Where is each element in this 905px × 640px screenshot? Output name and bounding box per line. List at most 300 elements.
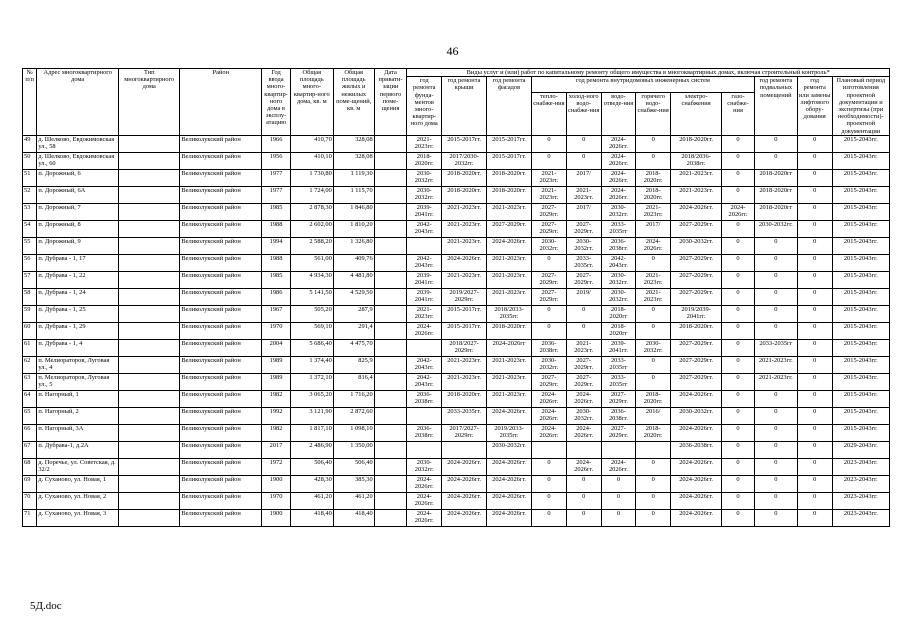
- cell-hot-water: 2030-2032гг.: [636, 339, 671, 356]
- cell-gas: 0: [722, 509, 755, 526]
- cell-privatization-date: [374, 305, 407, 322]
- cell-foundation: 2018-2020гг.: [407, 152, 442, 169]
- cell-gas: 0: [722, 152, 755, 169]
- cell-electric: 2030-2032гг.: [671, 407, 722, 424]
- cell-cold-water: 0: [566, 135, 601, 152]
- cell-total-area: 3 065,20: [290, 390, 333, 407]
- cell-planned-period: 2015-2043гг.: [832, 356, 889, 373]
- cell-cold-water: 2017/: [566, 169, 601, 186]
- cell-elevator: 0: [797, 288, 832, 305]
- cell-address: п. Дорожный, 8: [37, 220, 119, 237]
- cell-house-type: [119, 407, 180, 424]
- table-header: [23, 69, 890, 136]
- cell-house-type: [119, 373, 180, 390]
- cell-heat: 0: [532, 509, 567, 526]
- cell-gas: 0: [722, 339, 755, 356]
- cell-district: Великолукский район: [180, 152, 262, 169]
- cell-house-type: [119, 203, 180, 220]
- cell-house-type: [119, 492, 180, 509]
- cell-num: 58: [23, 288, 37, 305]
- cell-total-area: 4 934,30: [290, 271, 333, 288]
- cell-sewer: 2024-2026гг.: [601, 186, 636, 203]
- cell-hot-water: 2018-2020гг.: [636, 169, 671, 186]
- cell-electric: 2018/2036-2038гг.: [671, 152, 722, 169]
- cell-total-area: 2 602,00: [290, 220, 333, 237]
- cell-elevator: 0: [797, 322, 832, 339]
- cell-living-area: 461,20: [333, 492, 374, 509]
- cell-planned-period: 2023-2043гг.: [832, 492, 889, 509]
- cell-hot-water: 2018-2020гг.: [636, 424, 671, 441]
- cell-num: 50: [23, 152, 37, 169]
- cell-basement: 0: [754, 390, 797, 407]
- cell-house-type: [119, 254, 180, 271]
- cell-foundation: 2024-2026гг.: [407, 322, 442, 339]
- cell-basement: 0: [754, 407, 797, 424]
- cell-foundation: 2036-2038гг.: [407, 424, 442, 441]
- cell-elevator: 0: [797, 220, 832, 237]
- cell-basement: 2018-2020гг: [754, 203, 797, 220]
- cell-district: Великолукский район: [180, 220, 262, 237]
- cell-district: Великолукский район: [180, 390, 262, 407]
- cell-district: Великолукский район: [180, 424, 262, 441]
- cell-total-area: 1 374,40: [290, 356, 333, 373]
- cell-cold-water: 2030-2032гг.: [566, 407, 601, 424]
- header-house-type: Тип многоквартирного дома: [119, 69, 180, 136]
- cell-year: 1977: [262, 186, 291, 203]
- cell-electric: 2036-2038гг.: [671, 441, 722, 458]
- cell-hot-water: 2018-2020гг.: [636, 186, 671, 203]
- cell-total-area: 1 730,80: [290, 169, 333, 186]
- cell-year: 1992: [262, 407, 291, 424]
- cell-basement: 0: [754, 152, 797, 169]
- cell-heat: 0: [532, 152, 567, 169]
- cell-electric: 2021-2023гг.: [671, 169, 722, 186]
- cell-facade: 2024-2026гг.: [487, 475, 532, 492]
- cell-foundation: [407, 441, 442, 458]
- header-gas: газо-снабже-ния: [722, 92, 755, 135]
- cell-total-area: 2 878,30: [290, 203, 333, 220]
- cell-electric: 2024-2026гг.: [671, 203, 722, 220]
- cell-district: Великолукский район: [180, 407, 262, 424]
- cell-elevator: 0: [797, 509, 832, 526]
- cell-address: п. Дорожный, 6А: [37, 186, 119, 203]
- cell-planned-period: 2015-2043гг.: [832, 373, 889, 390]
- cell-heat: 0: [532, 254, 567, 271]
- cell-elevator: 0: [797, 203, 832, 220]
- cell-privatization-date: [374, 373, 407, 390]
- cell-facade: 2015-2017гг.: [487, 152, 532, 169]
- cell-hot-water: 2024-2026гг.: [636, 237, 671, 254]
- cell-num: 59: [23, 305, 37, 322]
- cell-cold-water: [566, 441, 601, 458]
- cell-living-area: 4 481,80: [333, 271, 374, 288]
- cell-address: п. Мелиораторов, Луговая ул., 4: [37, 356, 119, 373]
- table-row: [23, 186, 890, 203]
- cell-year: 1967: [262, 305, 291, 322]
- cell-heat: 2024-2026гг.: [532, 407, 567, 424]
- cell-foundation: 2021-2023гг.: [407, 135, 442, 152]
- cell-district: Великолукский район: [180, 169, 262, 186]
- cell-electric: 2030-2032гг.: [671, 237, 722, 254]
- cell-electric: 2024-2026гг.: [671, 475, 722, 492]
- cell-num: 63: [23, 373, 37, 390]
- cell-hot-water: 0: [636, 135, 671, 152]
- cell-year: 1977: [262, 169, 291, 186]
- cell-elevator: 0: [797, 169, 832, 186]
- cell-living-area: 1 098,10: [333, 424, 374, 441]
- cell-roof: 2015-2017гг.: [442, 135, 487, 152]
- cell-living-area: 506,40: [333, 458, 374, 475]
- cell-address: п. Дорожный, 9: [37, 237, 119, 254]
- cell-hot-water: 0: [636, 458, 671, 475]
- cell-privatization-date: [374, 407, 407, 424]
- cell-hot-water: 0: [636, 322, 671, 339]
- cell-facade: 2021-2023гг.: [487, 254, 532, 271]
- cell-living-area: 328,08: [333, 135, 374, 152]
- cell-heat: 2027-2029гг.: [532, 373, 567, 390]
- cell-living-area: 1 115,70: [333, 186, 374, 203]
- cell-hot-water: 0: [636, 475, 671, 492]
- cell-year: 2017: [262, 441, 291, 458]
- cell-gas: 0: [722, 424, 755, 441]
- cell-facade: 2018-2020гг.: [487, 169, 532, 186]
- cell-roof: 2018-2020гг.: [442, 186, 487, 203]
- table-row: [23, 458, 890, 475]
- cell-total-area: 410,70: [290, 135, 333, 152]
- cell-living-area: 4 529,50: [333, 288, 374, 305]
- cell-heat: 0: [532, 135, 567, 152]
- cell-living-area: 825,9: [333, 356, 374, 373]
- cell-cold-water: 0: [566, 509, 601, 526]
- cell-num: 52: [23, 186, 37, 203]
- cell-electric: 2027-2029гг.: [671, 356, 722, 373]
- cell-living-area: 1 810,20: [333, 220, 374, 237]
- cell-roof: 2021-2023гг.: [442, 220, 487, 237]
- cell-district: Великолукский район: [180, 441, 262, 458]
- cell-num: 53: [23, 203, 37, 220]
- cell-heat: 2024-2026гг.: [532, 424, 567, 441]
- cell-privatization-date: [374, 186, 407, 203]
- cell-elevator: 0: [797, 492, 832, 509]
- cell-heat: 0: [532, 475, 567, 492]
- cell-total-area: 428,30: [290, 475, 333, 492]
- cell-living-area: 1 846,80: [333, 203, 374, 220]
- cell-foundation: 2024-2026гг.: [407, 509, 442, 526]
- cell-cold-water: 0: [566, 492, 601, 509]
- cell-house-type: [119, 339, 180, 356]
- cell-hot-water: 0: [636, 152, 671, 169]
- cell-hot-water: 2016/: [636, 407, 671, 424]
- cell-year: 1988: [262, 254, 291, 271]
- cell-total-area: 569,10: [290, 322, 333, 339]
- cell-roof: 2015-2017гг.: [442, 322, 487, 339]
- cell-basement: 0: [754, 492, 797, 509]
- cell-planned-period: 2015-2043гг.: [832, 339, 889, 356]
- cell-num: 61: [23, 339, 37, 356]
- cell-gas: 0: [722, 373, 755, 390]
- table-body: [23, 135, 890, 526]
- cell-gas: 0: [722, 254, 755, 271]
- cell-privatization-date: [374, 441, 407, 458]
- cell-elevator: 0: [797, 441, 832, 458]
- cell-planned-period: 2015-2043гг.: [832, 203, 889, 220]
- cell-district: Великолукский район: [180, 254, 262, 271]
- header-basement: год ремонта подвальных помещений: [754, 77, 797, 136]
- cell-planned-period: 2015-2043гг.: [832, 407, 889, 424]
- cell-num: 64: [23, 390, 37, 407]
- cell-basement: 0: [754, 441, 797, 458]
- cell-gas: 0: [722, 356, 755, 373]
- cell-house-type: [119, 220, 180, 237]
- cell-cold-water: 2024-2026гг.: [566, 424, 601, 441]
- cell-num: 69: [23, 475, 37, 492]
- cell-basement: 0: [754, 322, 797, 339]
- cell-num: 66: [23, 424, 37, 441]
- table-row: [23, 305, 890, 322]
- cell-roof: 2024-2026гг.: [442, 475, 487, 492]
- cell-facade: 2030-2032гг.: [487, 441, 532, 458]
- page-number: 46: [446, 44, 459, 58]
- cell-living-area: 1 326,80: [333, 237, 374, 254]
- cell-privatization-date: [374, 254, 407, 271]
- header-address: Адрес многоквартирного дома: [37, 69, 119, 136]
- cell-sewer: 2042-2043гг.: [601, 254, 636, 271]
- table-row: [23, 339, 890, 356]
- cell-foundation: 2036-2038гг.: [407, 390, 442, 407]
- cell-gas: 0: [722, 237, 755, 254]
- cell-num: 62: [23, 356, 37, 373]
- cell-electric: 2027-2029гг.: [671, 271, 722, 288]
- cell-privatization-date: [374, 509, 407, 526]
- cell-cold-water: 0: [566, 322, 601, 339]
- cell-electric: 2024-2026гг.: [671, 509, 722, 526]
- cell-sewer: [601, 441, 636, 458]
- cell-planned-period: 2029-2043гг.: [832, 441, 889, 458]
- cell-cold-water: 2019/: [566, 288, 601, 305]
- table-row: [23, 373, 890, 390]
- header-hot-water: горячего водо-снабже-ния: [636, 92, 671, 135]
- cell-gas: 2024-2026гг.: [722, 203, 755, 220]
- cell-total-area: 410,10: [290, 152, 333, 169]
- cell-planned-period: 2015-2043гг.: [832, 254, 889, 271]
- cell-heat: 0: [532, 458, 567, 475]
- table-row: [23, 135, 890, 152]
- table-row: [23, 390, 890, 407]
- cell-total-area: 2 588,20: [290, 237, 333, 254]
- cell-address: п. Дубрава - 1, 29: [37, 322, 119, 339]
- cell-heat: 2021-2023гг.: [532, 186, 567, 203]
- header-planned-period: Плановый период изготовления проектной документации и экспертизы (при необходимости)- проектной документации: [832, 77, 889, 136]
- cell-gas: 0: [722, 305, 755, 322]
- cell-gas: 0: [722, 288, 755, 305]
- cell-sewer: 2030-2032гг.: [601, 271, 636, 288]
- cell-foundation: 2030-2032гг.: [407, 169, 442, 186]
- cell-basement: 0: [754, 237, 797, 254]
- cell-planned-period: 2015-2043гг.: [832, 424, 889, 441]
- cell-privatization-date: [374, 339, 407, 356]
- cell-heat: 2036-2038гг.: [532, 339, 567, 356]
- cell-electric: 2018-2020гг.: [671, 322, 722, 339]
- cell-hot-water: 2021-2023гг.: [636, 288, 671, 305]
- cell-foundation: 2042-2043гг.: [407, 373, 442, 390]
- cell-hot-water: 0: [636, 254, 671, 271]
- cell-elevator: 0: [797, 356, 832, 373]
- cell-gas: 0: [722, 441, 755, 458]
- cell-basement: 2018-2020гг: [754, 186, 797, 203]
- cell-foundation: [407, 339, 442, 356]
- cell-living-area: 409,76: [333, 254, 374, 271]
- cell-facade: 2018-2020гг.: [487, 322, 532, 339]
- cell-address: п. Дубрава-1, д.2А: [37, 441, 119, 458]
- cell-privatization-date: [374, 135, 407, 152]
- cell-year: 1900: [262, 509, 291, 526]
- cell-facade: 2024-2026гг.: [487, 407, 532, 424]
- cell-num: 65: [23, 407, 37, 424]
- cell-address: п. Дубрава - 1, 4: [37, 339, 119, 356]
- cell-basement: 2033-2035гг: [754, 339, 797, 356]
- cell-hot-water: 0: [636, 509, 671, 526]
- cell-year: 1900: [262, 475, 291, 492]
- table-row: [23, 407, 890, 424]
- cell-sewer: 2030-2032гг.: [601, 288, 636, 305]
- cell-basement: 0: [754, 475, 797, 492]
- cell-roof: 2024-2026гг.: [442, 492, 487, 509]
- cell-sewer: 2018-2020гг: [601, 322, 636, 339]
- cell-cold-water: 0: [566, 152, 601, 169]
- cell-year: 1966: [262, 135, 291, 152]
- table-row: [23, 237, 890, 254]
- table-row: [23, 509, 890, 526]
- cell-elevator: 0: [797, 424, 832, 441]
- cell-electric: 2024-2026гг.: [671, 424, 722, 441]
- table-row: [23, 152, 890, 169]
- cell-living-area: 1 716,20: [333, 390, 374, 407]
- cell-total-area: 506,40: [290, 458, 333, 475]
- cell-district: Великолукский район: [180, 186, 262, 203]
- cell-cold-water: 2024-2026гг.: [566, 458, 601, 475]
- header-sewer: водо-отведе-ния: [601, 92, 636, 135]
- cell-planned-period: 2023-2043гг.: [832, 458, 889, 475]
- cell-foundation: 2021-2023гг.: [407, 305, 442, 322]
- cell-num: 51: [23, 169, 37, 186]
- cell-facade: 2018-2020гг.: [487, 186, 532, 203]
- table-row: [23, 288, 890, 305]
- cell-living-area: 2 872,60: [333, 407, 374, 424]
- cell-facade: 2024-2026гг: [487, 339, 532, 356]
- cell-heat: 2030-2032гг.: [532, 356, 567, 373]
- cell-address: п. Мелиораторов, Луговая ул., 5: [37, 373, 119, 390]
- cell-cold-water: 2027-2029гг.: [566, 271, 601, 288]
- cell-total-area: 1 372,10: [290, 373, 333, 390]
- cell-foundation: 2024-2026гг.: [407, 492, 442, 509]
- cell-sewer: 2027-2029гг.: [601, 390, 636, 407]
- cell-address: д. Суханово, ул. Новая, 3: [37, 509, 119, 526]
- cell-facade: 2021-2023гг.: [487, 356, 532, 373]
- cell-roof: 2015-2017гг.: [442, 305, 487, 322]
- cell-house-type: [119, 509, 180, 526]
- cell-facade: 2015-2017гг.: [487, 135, 532, 152]
- cell-total-area: 505,20: [290, 305, 333, 322]
- cell-total-area: 561,00: [290, 254, 333, 271]
- cell-planned-period: 2015-2043гг.: [832, 288, 889, 305]
- cell-address: д. Шелково, Евдокимовская ул., 58: [37, 135, 119, 152]
- cell-cold-water: 2030-2032гг.: [566, 237, 601, 254]
- cell-electric: 2019/2039-2041гг.: [671, 305, 722, 322]
- cell-heat: 0: [532, 492, 567, 509]
- cell-facade: 2021-2023гг.: [487, 271, 532, 288]
- cell-total-area: 3 121,90: [290, 407, 333, 424]
- cell-roof: 2021-2023гг.: [442, 356, 487, 373]
- cell-foundation: 2042-2043гг.: [407, 220, 442, 237]
- cell-basement: 0: [754, 271, 797, 288]
- cell-elevator: 0: [797, 305, 832, 322]
- cell-roof: [442, 441, 487, 458]
- cell-house-type: [119, 169, 180, 186]
- cell-num: 54: [23, 220, 37, 237]
- cell-house-type: [119, 271, 180, 288]
- cell-gas: 0: [722, 220, 755, 237]
- header-electric: электро-снабжения: [671, 92, 722, 135]
- cell-privatization-date: [374, 492, 407, 509]
- cell-house-type: [119, 322, 180, 339]
- cell-foundation: [407, 237, 442, 254]
- cell-privatization-date: [374, 220, 407, 237]
- header-utilities-group: год ремонта внутридомовых инженерных систем: [532, 77, 755, 93]
- cell-elevator: 0: [797, 339, 832, 356]
- table-row: [23, 322, 890, 339]
- cell-gas: 0: [722, 390, 755, 407]
- cell-year: 1994: [262, 237, 291, 254]
- cell-roof: 2021-2023гг.: [442, 203, 487, 220]
- cell-district: Великолукский район: [180, 475, 262, 492]
- cell-facade: 2021-2023гг.: [487, 390, 532, 407]
- cell-address: д. Шелково, Евдокимовская ул., 60: [37, 152, 119, 169]
- cell-foundation: 2030-2032гг.: [407, 186, 442, 203]
- cell-roof: 2017/2030-2032гг.: [442, 152, 487, 169]
- cell-num: 67: [23, 441, 37, 458]
- cell-total-area: 2 486,90: [290, 441, 333, 458]
- cell-total-area: 1 817,10: [290, 424, 333, 441]
- cell-elevator: 0: [797, 237, 832, 254]
- cell-total-area: 1 724,00: [290, 186, 333, 203]
- cell-sewer: 2036-2038гг.: [601, 237, 636, 254]
- cell-year: 1982: [262, 424, 291, 441]
- cell-address: п. Дубрава - 1, 17: [37, 254, 119, 271]
- cell-privatization-date: [374, 152, 407, 169]
- footer-filename: 5Д.doc: [30, 600, 62, 612]
- cell-gas: 0: [722, 135, 755, 152]
- cell-sewer: 2030-2032гг.: [601, 203, 636, 220]
- cell-roof: 2021-2023гг.: [442, 271, 487, 288]
- cell-address: п. Дорожный, 7: [37, 203, 119, 220]
- cell-cold-water: 0: [566, 475, 601, 492]
- header-living-area: Общая площадь жилых и нежилых поме-щений, кв. м: [333, 69, 374, 136]
- cell-living-area: 328,08: [333, 152, 374, 169]
- cell-basement: 0: [754, 424, 797, 441]
- cell-district: Великолукский район: [180, 271, 262, 288]
- cell-electric: 2027-2029гг.: [671, 254, 722, 271]
- cell-year: 1989: [262, 373, 291, 390]
- cell-cold-water: 2027-2029гг.: [566, 220, 601, 237]
- cell-district: Великолукский район: [180, 305, 262, 322]
- cell-gas: 0: [722, 271, 755, 288]
- cell-heat: 2027-2029гг.: [532, 203, 567, 220]
- cell-facade: 2027-2029гг.: [487, 220, 532, 237]
- cell-elevator: 0: [797, 135, 832, 152]
- header-num: № п/п: [23, 69, 37, 136]
- cell-heat: 2027-2029гг.: [532, 220, 567, 237]
- cell-num: 55: [23, 237, 37, 254]
